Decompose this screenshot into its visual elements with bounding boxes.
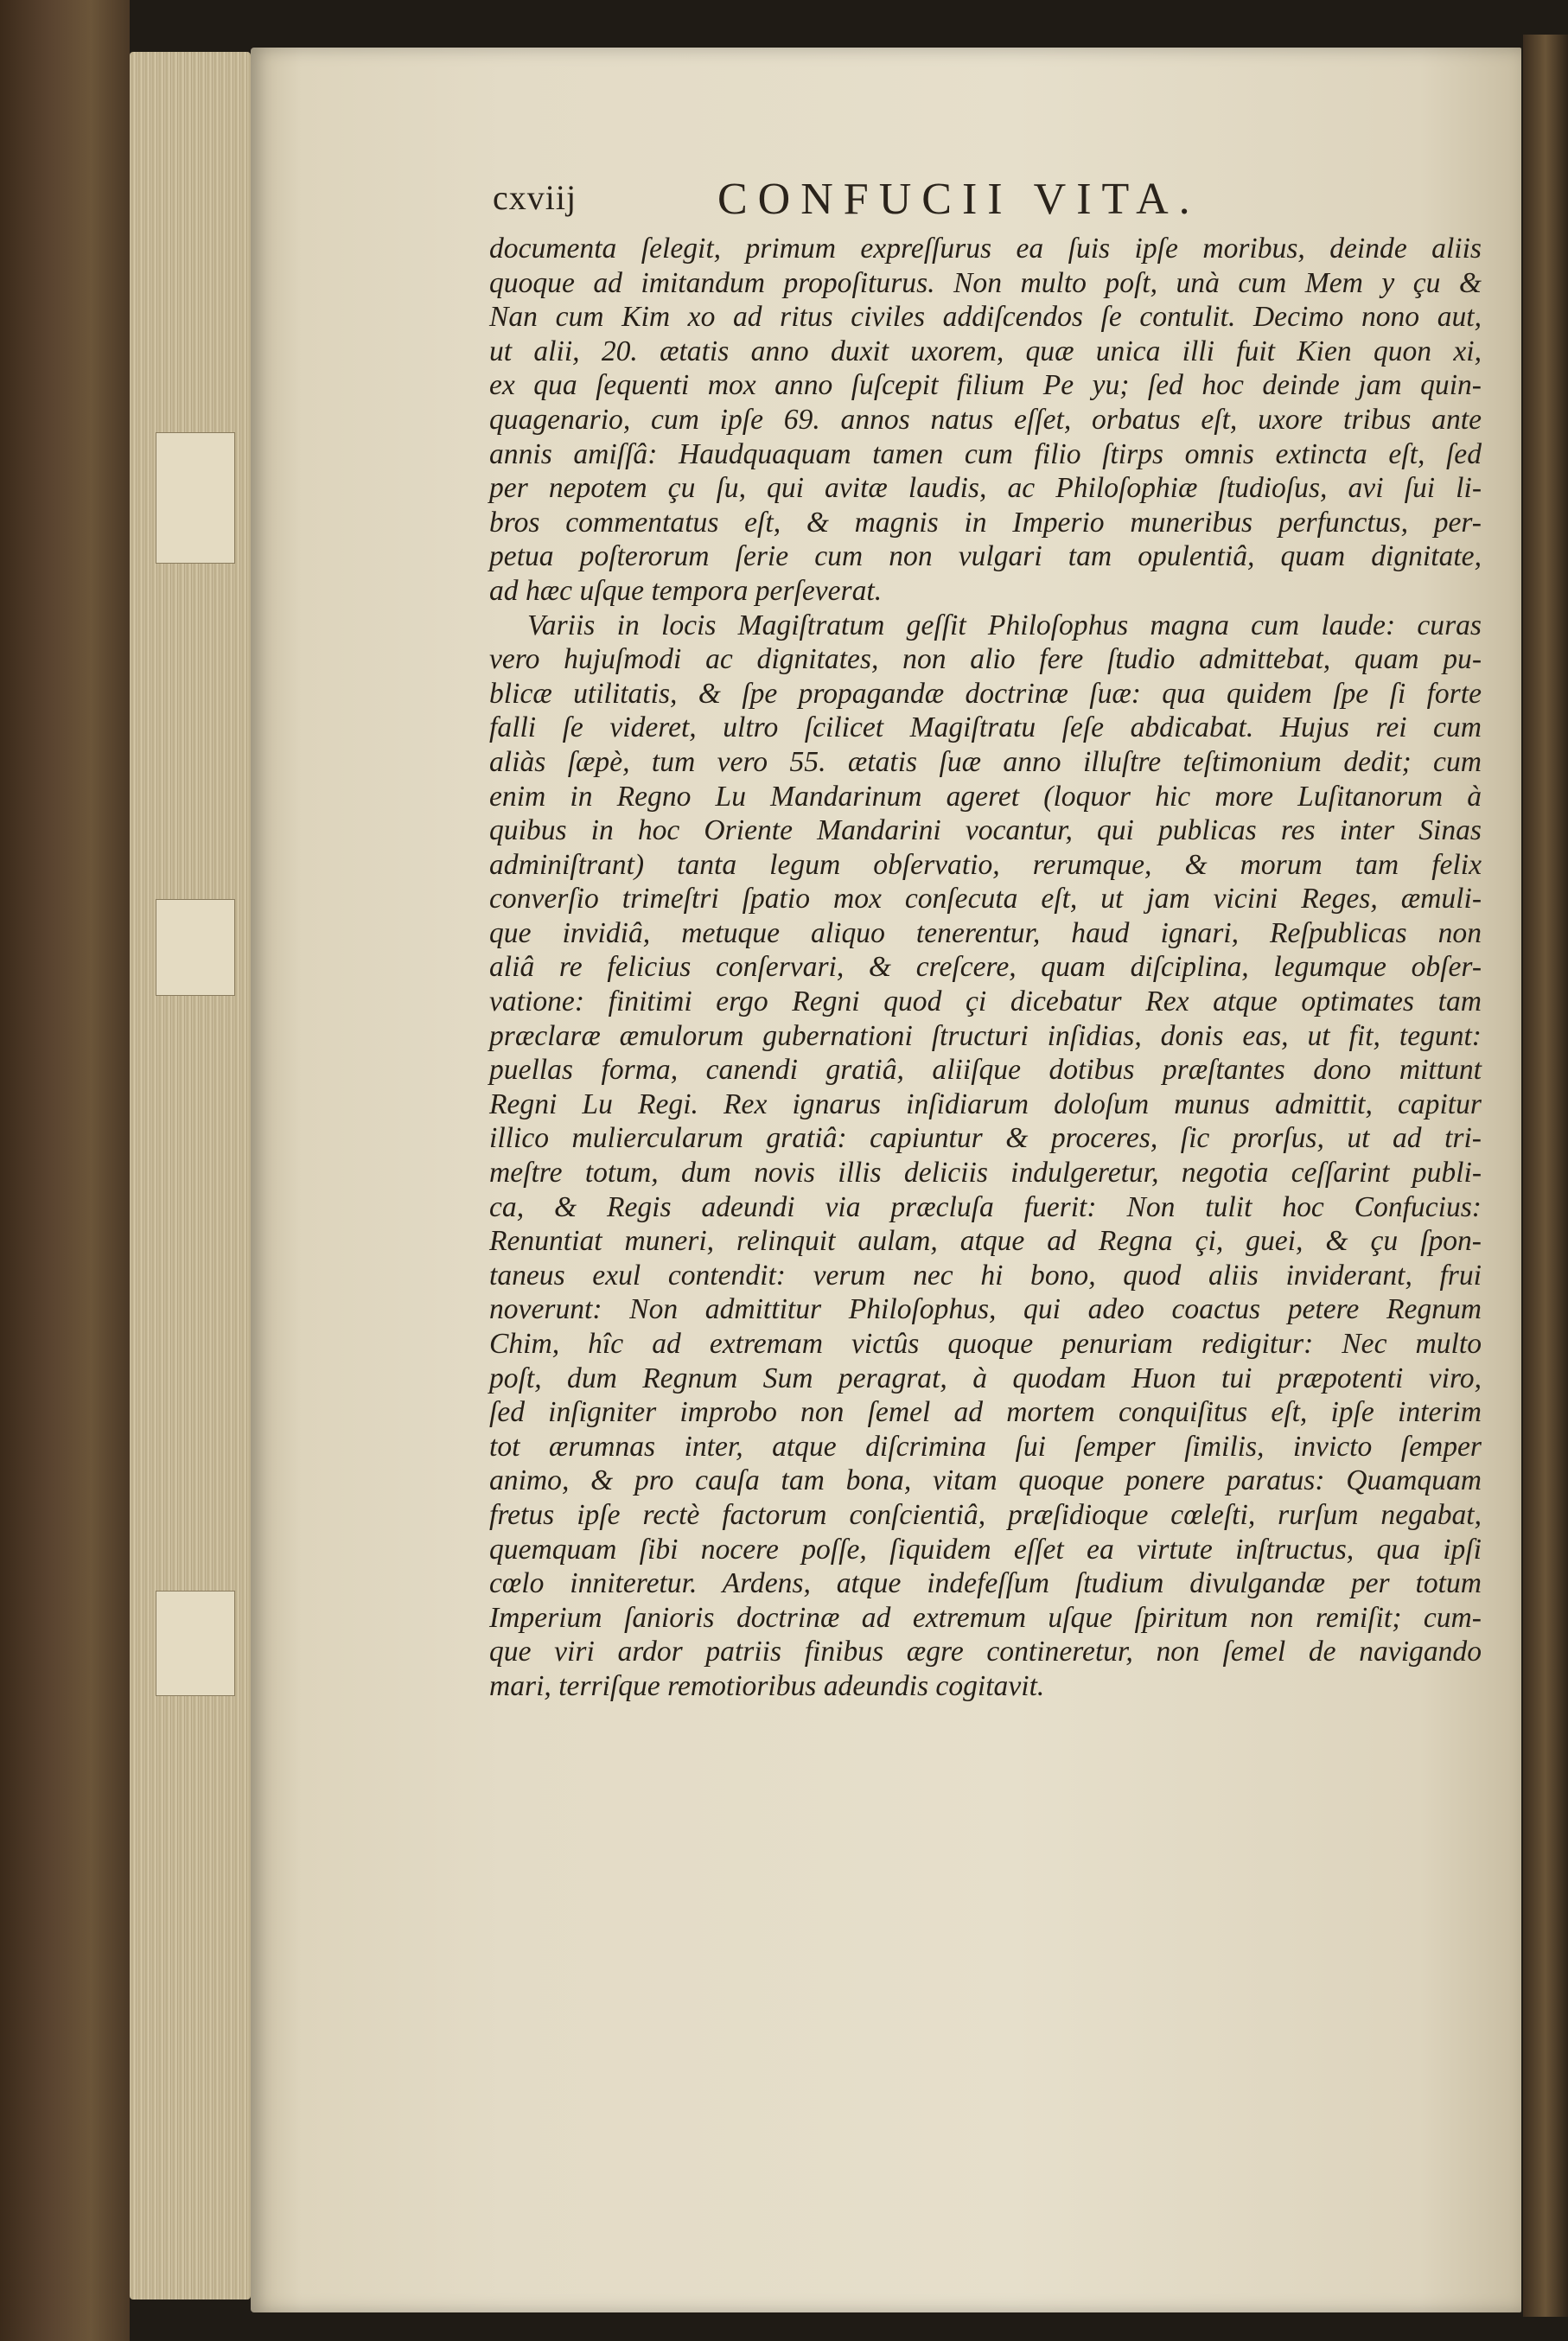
text-line: bros commentatus eſt, & magnis in Imperio muneribus perfunctus, per- — [489, 506, 1482, 539]
text-line: quoque ad imitandum propoſiturus. Non multo poſt, unà cum Mem y çu & — [489, 266, 1482, 299]
text-line: Chim, hîc ad extremam victûs quoque penuriam redigitur: Nec multo — [489, 1328, 1482, 1360]
text-line: tot ærumnas inter, atque diſcrimina ſui ſemper ſimilis, invicto ſemper — [489, 1430, 1482, 1463]
text-line: ut alii, 20. ætatis anno duxit uxorem, quæ unica illi fuit Kien quon xi, — [489, 335, 1482, 367]
text-line: documenta ſelegit, primum expreſſurus ea ſuis ipſe moribus, deinde aliis — [489, 233, 1482, 265]
foldout-plate-stub — [156, 1591, 235, 1696]
paragraph — [489, 232, 1482, 609]
foldout-plate-stub — [156, 899, 235, 996]
text-line: que invidiâ, metuque aliquo tenerentur, haud ignari, Reſpublicas non — [489, 916, 1482, 949]
text-line: enim in Regno Lu Mandarinum ageret (loquor hic more Luſitanorum à — [489, 780, 1482, 813]
text-line: converſio trimeſtri ſpatio mox conſecuta eſt, ut jam vicini Reges, æmuli- — [489, 883, 1482, 915]
text-line: blicæ utilitatis, & ſpe propagandæ doctrinæ ſuæ: qua quidem ſpe ſi forte — [489, 677, 1482, 710]
text-line: quibus in hoc Oriente Mandarini vocantur, qui publicas res inter Sinas — [489, 814, 1482, 847]
text-line: Imperium ſanioris doctrinæ ad extremum uſque ſpiritum non remiſit; cum- — [489, 1601, 1482, 1634]
text-line: vero hujuſmodi ac dignitates, non alio fere ſtudio admittebat, quam pu- — [489, 643, 1482, 676]
text-line: ex qua ſequenti mox anno ſuſcepit filium Pe yu; ſed hoc deinde jam quin- — [489, 369, 1482, 402]
paragraph — [489, 609, 1482, 1704]
text-line: Regni Lu Regi. Rex ignarus inſidiarum doloſum munus admittit, capitur — [489, 1088, 1482, 1120]
page-header — [493, 177, 1478, 229]
text-line: ſed inſigniter improbo non ſemel ad mortem conquiſitus eſt, ipſe interim — [489, 1396, 1482, 1429]
text-line: meſtre totum, dum novis illis deliciis indulgeretur, negotia ceſſarint publi- — [489, 1157, 1482, 1190]
text-line: illico muliercularum gratiâ: capiuntur & proceres, ſic prorſus, ut ad tri- — [489, 1122, 1482, 1155]
text-line: puellas forma, canendi gratiâ, aliiſque dotibus præſtantes dono mittunt — [489, 1054, 1482, 1087]
text-line: petua poſterorum ſerie cum non vulgari tam opulentiâ, quam dignitate, — [489, 540, 1482, 573]
text-line: quemquam ſibi nocere poſſe, ſiquidem eſſet ea virtute inſtructus, qua ipſi — [489, 1533, 1482, 1566]
text-line: taneus exul contendit: verum nec hi bono, quod aliis inviderant, frui — [489, 1259, 1482, 1292]
text-line: animo, & pro cauſa tam bona, vitam quoque ponere paratus: Quamquam — [489, 1464, 1482, 1497]
text-line: falli ſe videret, ultro ſcilicet Magiſtratu ſeſe abdicabat. Hujus rei cum — [489, 711, 1482, 744]
text-line: quagenario, cum ipſe 69. annos natus eſſet, orbatus eſt, uxore tribus ante — [489, 403, 1482, 436]
text-line: adminiſtrant) tanta legum obſervatio, rerumque, & morum tam felix — [489, 848, 1482, 881]
page-edges — [130, 52, 251, 2300]
text-line: Renuntiat muneri, relinquit aulam, atque ad Regna çi, guei, & çu ſpon- — [489, 1225, 1482, 1258]
text-line: vatione: finitimi ergo Regni quod çi dicebatur Rex atque optimates tam — [489, 986, 1482, 1018]
page-number: cxviij — [493, 178, 577, 217]
text-line: que viri ardor patriis finibus ægre contineretur, non ſemel de navigando — [489, 1636, 1482, 1668]
text-line: mari, terriſque remotioribus adeundis cogitavit. — [489, 1669, 1045, 1702]
text-line: cœlo inniteretur. Ardens, atque indefeſſum ſtudium divulgandæ per totum — [489, 1567, 1482, 1600]
text-line: noverunt: Non admittitur Philoſophus, qui adeo coactus petere Regnum — [489, 1293, 1482, 1326]
foldout-plate-stub — [156, 432, 235, 564]
book-binding — [0, 0, 130, 2341]
text-line: aliàs ſæpè, tum vero 55. ætatis ſuæ anno illuſtre teſtimonium dedit; cum — [489, 745, 1482, 778]
text-line: poſt, dum Regnum Sum peragrat, à quodam Huon tui præpotenti viro, — [489, 1362, 1482, 1394]
text-line: aliâ re felicius conſervari, & creſcere, quam diſciplina, legumque obſer- — [489, 951, 1482, 984]
text-line: ad hæc uſque tempora perſeverat. — [489, 574, 883, 607]
text-line: per nepotem çu ſu, qui avitæ laudis, ac Philoſophiæ ſtudioſus, avi ſui li- — [489, 472, 1482, 505]
text-line: annis amiſſâ: Haudquaquam tamen cum filio ſtirps omnis extincta eſt, ſed — [489, 437, 1482, 470]
text-line: Nan cum Kim xo ad ritus civiles addiſcendos ſe contulit. Decimo nono aut, — [489, 301, 1482, 334]
next-page-edge — [1523, 35, 1568, 2317]
running-title: CONFUCII VITA. — [717, 175, 1201, 224]
text-line: Variis in locis Magiſtratum geſſit Philoſophus magna cum laude: curas — [527, 609, 1482, 641]
text-line: ca, & Regis adeundi via præcluſa fuerit: Non tulit hoc Confucius: — [489, 1190, 1482, 1223]
page-body-text — [489, 232, 1482, 1704]
text-line: præclaræ æmulorum gubernationi ſtructuri inſidias, donis eas, ut fit, tegunt: — [489, 1019, 1482, 1052]
text-line: fretus ipſe rectè factorum conſcientiâ, præſidioque cœleſti, rurſum negabat, — [489, 1498, 1482, 1531]
